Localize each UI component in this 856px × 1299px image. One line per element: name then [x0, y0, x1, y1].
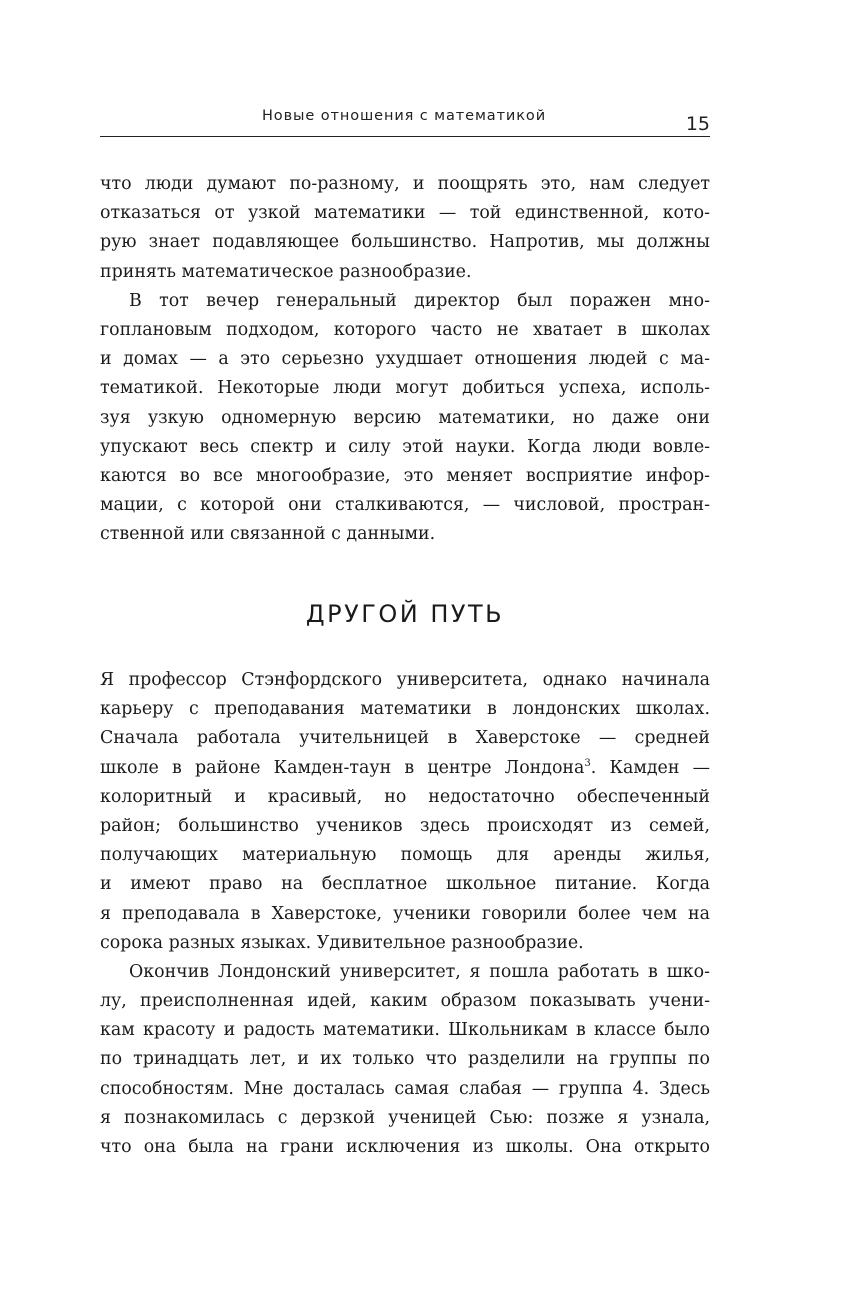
text-line: Окончив Лондонский университет, я пошла работать в шко- [129, 961, 710, 982]
text-line: район; большинство учеников здесь происходят из семей, [100, 815, 710, 836]
text-line: Я профессор Стэнфордского университета, однако начинала [100, 670, 710, 690]
text-line: сорока разных языках. Удивительное разнообразие. [100, 932, 584, 953]
page-number: 15 [685, 113, 710, 135]
text-line: способностям. Мне досталась самая слабая — группа 4. Здесь [100, 1078, 710, 1099]
text-line: мации, с которой они сталкиваются, — числовой, простран- [100, 495, 710, 516]
section-heading: ДРУГОЙ ПУТЬ [305, 600, 505, 628]
text-line: отказаться от узкой математики — той единственной, кото- [100, 203, 710, 224]
text-line: что люди думают по-разному, и поощрять это, нам следует [100, 174, 710, 194]
text-line: получающих материальную помощь для аренды жилья, [100, 845, 710, 866]
text-line-with-footnote [100, 754, 710, 783]
text-block-top [100, 170, 710, 549]
text-line: и имеют право на бесплатное школьное питание. Когда [100, 874, 710, 895]
text-line: лу, преисполненная идей, каким образом показывать учени- [100, 991, 710, 1012]
running-title: Новые отношения с математикой [262, 108, 547, 124]
text-line: рую знает подавляющее большинство. Напротив, мы должны [100, 232, 710, 253]
text-line: что она была на грани исключения из школы. Она открыто [100, 1137, 710, 1157]
text-line: я познакомилась с дерзкой ученицей Сью: позже я узнала, [100, 1107, 710, 1128]
text-line: В тот вечер генеральный директор был поражен мно- [129, 290, 710, 311]
text-line: каются во все многообразие, это меняет восприятие инфор- [100, 465, 710, 486]
text-line: принять математическое разнообразие. [100, 261, 472, 282]
text-line: кам красоту и радость математики. Школьникам в классе было [100, 1020, 710, 1041]
text-line: и домах — а это серьезно ухудшает отношения людей с ма- [100, 349, 710, 370]
footnote-line-before: школе в районе Камден-таун в центре Лондона [100, 757, 585, 778]
text-line: по тринадцать лет, и их только что разделили на группы по [100, 1049, 710, 1070]
text-line: я преподавала в Хаверстоке, ученики говорили более чем на [100, 903, 710, 924]
text-line: колоритный и красивый, но недостаточно обеспеченный [100, 786, 710, 807]
text-line: карьеру с преподавания математики в лондонских школах. [100, 699, 710, 720]
text-line: гоплановым подходом, которого часто не хватает в школах [100, 319, 710, 340]
text-line: упускают весь спектр и силу этой науки. Когда люди вовле- [100, 436, 710, 457]
text-block-bottom [100, 666, 710, 1162]
footnote-mark[interactable]: 3 [584, 757, 591, 769]
text-line: тематикой. Некоторые люди могут добиться успеха, исполь- [100, 378, 710, 399]
footnote-line-after: . Камден — [590, 757, 711, 778]
text-line: ственной или связанной с данными. [100, 524, 436, 545]
text-line: зуя узкую одномерную версию математики, но даже они [100, 407, 710, 428]
text-line: Сначала работала учительницей в Хаверстоке — средней [100, 728, 710, 749]
running-header [100, 104, 710, 137]
